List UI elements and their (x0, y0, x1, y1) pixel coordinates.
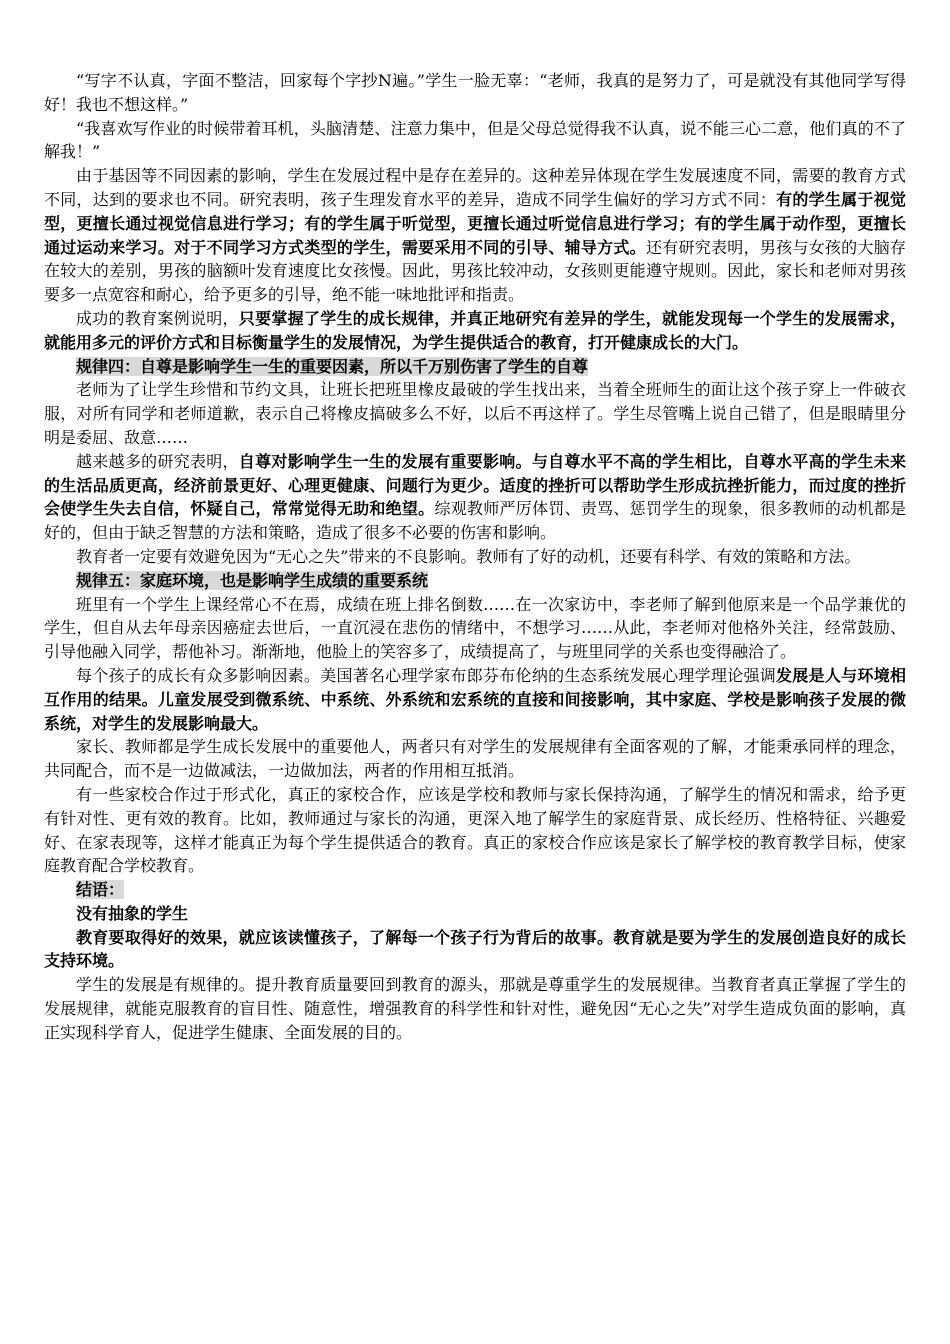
paragraph-conclusion-final: 学生的发展是有规律的。提升教育质量要回到教育的源头，那就是尊重学生的发展规律。当教育者真正掌握了学生的发展规律，就能克服教育的盲目性、随意性，增强教育的科学性和针对性，避免因“无心之失”对学生造成负面的影响，真正实现科学育人，促进学生健康、全面发展的目的。 (44, 975, 906, 1042)
text-bold: 自尊对影响学生一生的发展有重要影响。与自尊水平不高的学生相比，自尊水平高的学生未来的生活品质更高，经济前景更好、心理更健康、问题行为更少。适度的挫折可以帮助学生形成抗挫折能力，而过度的挫折会使学生失去自信，怀疑自己，常常觉得无助和绝望。 (44, 451, 906, 519)
text-plain: 每个孩子的成长有众多影响因素。美国著名心理学家布郎芬布伦纳的生态系统发展心理学理论强调 (76, 665, 777, 685)
paragraph-parents-teachers: 家长、教师都是学生成长发展中的重要他人，两者只有对学生的发展规律有全面客观的了解，才能秉承同样的理念，共同配合，而不是一边做减法，一边做加法，两者的作用相互抵消。 (44, 737, 906, 781)
text-plain: 还有研究表明，男孩与女孩的大脑存在较大的差别，男孩的脑额叶发育速度比女孩慢。因此，男孩比较冲动，女孩则更能遵守规则。因此，家长和老师对男孩要多一点宽容和耐心，给予更多的引导，绝不能一味地批评和指责。 (44, 237, 906, 305)
heading-text: 规律四：自尊是影响学生一生的重要因素，所以千万别伤害了学生的自尊 (76, 356, 589, 376)
section-heading-rule-5 (44, 569, 906, 593)
text-bold: 没有抽象的学生 (76, 903, 189, 923)
heading-text: 规律五：家庭环境，也是影响学生成绩的重要系统 (76, 570, 429, 590)
section-heading-rule-4 (44, 355, 906, 379)
text-bold: 发展是人与环境相互作用的结果。儿童发展受到微系统、中系统、外系统和宏系统的直接和间接影响，其中家庭、学校是影响孩子发展的微系统，对学生的发展影响最大。 (44, 665, 906, 733)
paragraph-unintended-mistakes: 教育者一定要有效避免因为“无心之失”带来的不良影响。教师有了好的动机，还要有科学、有效的策略和方法。 (76, 546, 861, 566)
text-plain: 由于基因等不同因素的影响，学生在发展过程中是存在差异的。这种差异体现在学生发展速度不同，需要的教育方式不同，达到的要求也不同。研究表明，孩子生理发育水平的差异，造成不同学生偏好的学习方式不同： (44, 166, 906, 209)
paragraph-conclusion-bold (44, 926, 906, 974)
paragraph-home-visit-case: 班里有一个学生上课经常心不在焉，成绩在班上排名倒数……在一次家访中，李老师了解到他原来是一个品学兼优的学生，但自从去年母亲因癌症去世后，一直沉浸在悲伤的情绪中，不想学习……从此，李老师对他格外关注，经常鼓励、引导他融入同学，帮他补习。渐渐地，他脸上的笑容多了，成绩提高了，与班里同学的关系也变得融洽了。 (44, 594, 906, 662)
text-bold: 教育要取得好的效果，就应该读懂孩子，了解每一个孩子行为背后的故事。教育就是要为学生的发展创造良好的成长支持环境。 (44, 927, 906, 971)
paragraph-quote-2: “我喜欢写作业的时候带着耳机，头脑清楚、注意力集中，但是父母总觉得我不认真，说不能三心二意，他们真的不了解我！” (44, 118, 906, 162)
text-plain: 综观教师严厉体罚、责骂、惩罚学生的现象，很多教师的动机都是好的，但由于缺乏智慧的方法和策略，造成了很多不必要的伤害和影响。 (44, 499, 906, 543)
paragraph-success-cases (44, 307, 906, 355)
text-plain: 成功的教育案例说明， (76, 308, 239, 328)
paragraph-quote-1: “写字不认真，字面不整洁，回家每个字抄N遍。”学生一脸无辜：“老师，我真的是努力了，可是就没有其他同学写得好！我也不想这样。” (44, 71, 906, 114)
heading-text: 结语： (76, 880, 125, 900)
paragraph-learning-styles (44, 164, 906, 307)
conclusion-subtitle (44, 902, 906, 926)
paragraph-eraser-case: 老师为了让学生珍惜和节约文具，让班长把班里橡皮最破的学生找出来，当着全班师生的面让这个孩子穿上一件破衣服，对所有同学和老师道歉，表示自己将橡皮搞破多么不好，以后不再这样了。学生尽管嘴上说自己错了，但是眼睛里分明是委屈、敌意…… (44, 380, 906, 447)
paragraph-ecological-theory (44, 664, 906, 735)
text-plain: 越来越多的研究表明， (76, 451, 239, 471)
text-bold: 只要掌握了学生的成长规律，并真正地研究有差异的学生，就能发现每一个学生的发展需求，就能用多元的评价方式和目标衡量学生的发展情况，为学生提供适合的教育，打开健康成长的大门。 (44, 308, 906, 352)
paragraph-self-esteem-research (44, 450, 906, 545)
text-bold: 有的学生属于视觉型，更擅长通过视觉信息进行学习；有的学生属于听觉型，更擅长通过听觉信息进行学习；有的学生属于动作型，更擅长通过运动来学习。对于不同学习方式类型的学生，需要采用不同的引导、辅导方式。 (44, 189, 906, 257)
section-heading-conclusion (44, 878, 906, 902)
paragraph-home-school-cooperation: 有一些家校合作过于形式化，真正的家校合作，应该是学校和教师与家长保持沟通，了解学生的情况和需求，给予更有针对性、更有效的教育。比如，教师通过与家长的沟通，更深入地了解学生的家庭背景、成长经历、性格特征、兴趣爱好、在家表现等，这样才能真正为每个学生提供适合的教育。真正的家校合作应该是家长了解学校的教育教学目标，使家庭教育配合学校教育。 (44, 784, 906, 876)
